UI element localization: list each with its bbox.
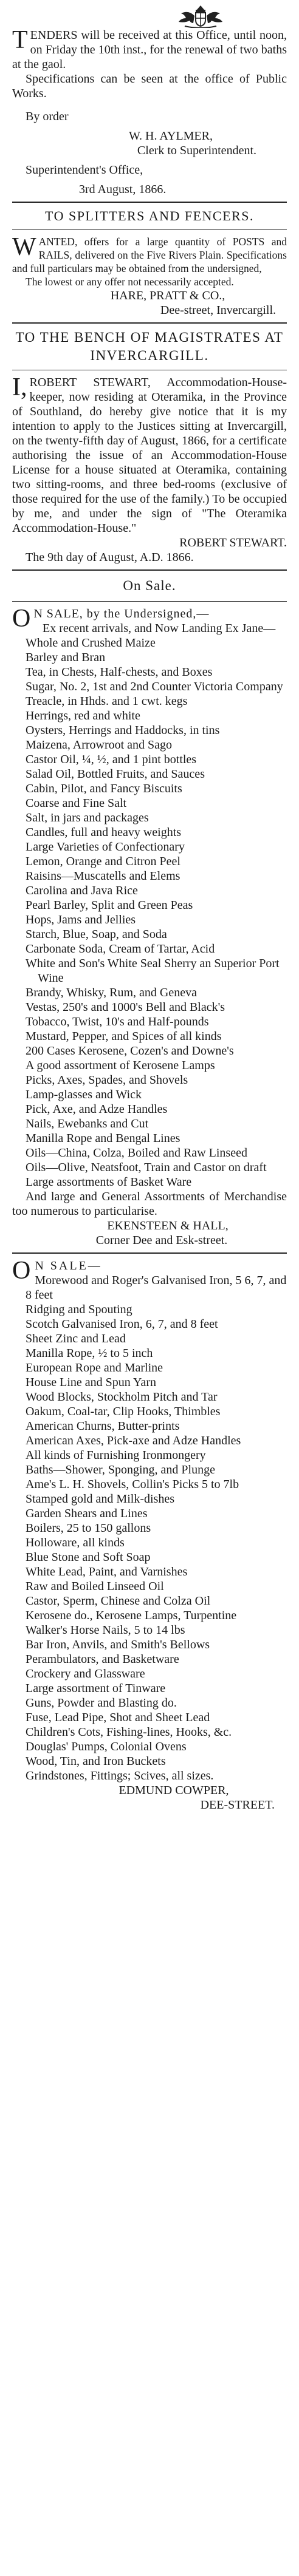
- cowper-item-list: [12, 1273, 287, 1783]
- list-item: Raw and Boiled Linseed Oil: [26, 1580, 164, 1593]
- list-item: Starch, Blue, Soap, and Soda: [26, 928, 167, 941]
- list-item: European Rope and Marline: [26, 1361, 163, 1375]
- list-item: Pick, Axe, and Adze Handles: [26, 1103, 168, 1116]
- list-item: Garden Shears and Lines: [26, 1507, 148, 1520]
- gaol-date: 3rd August, 1866.: [79, 183, 167, 196]
- eckensteen-address: Corner Dee and Esk-street.: [95, 1234, 228, 1247]
- list-item: Wood, Tin, and Iron Buckets: [26, 1755, 166, 1768]
- list-item: Tobacco, Twist, 10's and Half-pounds: [26, 1015, 209, 1028]
- gaol-office: Superintendent's Office,: [26, 163, 143, 177]
- list-item: Douglas' Pumps, Colonial Ovens: [26, 1740, 187, 1753]
- eckensteen-intro: ON SALE, by the Undersigned,—: [12, 605, 210, 633]
- list-item: Maizena, Arrowroot and Sago: [26, 738, 173, 752]
- list-item: Coarse and Fine Salt: [26, 797, 127, 810]
- list-item: Stamped gold and Milk-dishes: [26, 1492, 174, 1506]
- list-item: Walker's Horse Nails, 5 to 14 lbs: [26, 1623, 185, 1637]
- royal-crest-icon: [12, 4, 229, 28]
- list-item: Morewood and Roger's Galvanised Iron, 5 6, 7, and 8 feet: [26, 1274, 287, 1302]
- list-item: Pearl Barley, Split and Green Peas: [26, 899, 193, 912]
- list-item: Blue Stone and Soft Soap: [26, 1551, 151, 1564]
- splitters-firm: HARE, PRATT & CO.,: [110, 289, 225, 302]
- list-item: White and Son's White Seal Sherry an Superior Port Wine: [26, 957, 280, 985]
- divider: [12, 229, 287, 230]
- cowper-address: DEE-STREET.: [200, 1798, 275, 1812]
- cowper-intro: ON SALE—: [12, 1257, 102, 1285]
- splitters-address: Dee-street, Invercargill.: [160, 304, 276, 317]
- list-item: Baths—Shower, Sponging, and Plunge: [26, 1463, 215, 1477]
- list-item: Salt, in jars and packages: [26, 811, 149, 824]
- list-item: Children's Cots, Fishing-lines, Hooks, &c.: [26, 1725, 232, 1739]
- magistrates-signer: ROBERT STEWART.: [179, 536, 287, 549]
- list-item: Perambulators, and Basketware: [26, 1653, 179, 1666]
- magistrates-heading: TO THE BENCH OF MAGISTRATES AT INVERCARGILL.: [15, 330, 284, 363]
- gaol-tender-text: TENDERS will be received at this Office, until noon, on Friday the 10th inst., for the renewal of two baths at the gaol.: [12, 26, 287, 71]
- list-item: Cabin, Pilot, and Fancy Biscuits: [26, 782, 182, 795]
- list-item: Ridging and Spouting: [26, 1303, 132, 1316]
- magistrates-date: The 9th day of August, A.D. 1866.: [26, 551, 194, 564]
- magistrates-body: I,ROBERT STEWART, Accommodation-House-keeper, now residing at Oteramika, in the Province of Southland, do hereby give notice that it is my intention to apply to the Justices sitting at Invercargill, on the twenty-fifth day of August, 1866, for a certificate authorising the issue of an Accommodation-House License for a house situated at Oteramika, containing two sitting-rooms, and three bed-rooms (exclusive of those required for the use of the family.) To be occupied by me, and under the sign of "The Oteramika Accommodation-House.": [12, 373, 287, 535]
- list-item: Sheet Zinc and Lead: [26, 1332, 126, 1345]
- list-item: Castor Oil, ¼, ½, and 1 pint bottles: [26, 753, 197, 766]
- list-item: Barley and Bran: [26, 651, 106, 664]
- list-item: American Axes, Pick-axe and Adze Handles: [26, 1434, 241, 1447]
- list-item: Boilers, 25 to 150 gallons: [26, 1521, 151, 1535]
- list-item: Fuse, Lead Pipe, Shot and Sheet Lead: [26, 1711, 210, 1724]
- list-item: House Line and Spun Yarn: [26, 1376, 156, 1389]
- eckensteen-closing: And large and General Assortments of Merchandise too numerous to particularise.: [12, 1190, 287, 1218]
- list-item: Whole and Crushed Maize: [26, 636, 156, 650]
- divider: [12, 322, 287, 324]
- coat-of-arms-icon: [173, 4, 229, 28]
- list-item: Guns, Powder and Blasting do.: [26, 1696, 177, 1710]
- list-item: Oils—Olive, Neatsfoot, Train and Castor on draft: [26, 1161, 267, 1174]
- list-item: Sugar, No. 2, 1st and 2nd Counter Victoria Company: [26, 680, 283, 693]
- list-item: Bar Iron, Anvils, and Smith's Bellows: [26, 1638, 210, 1651]
- list-item: Tea, in Chests, Half-chests, and Boxes: [26, 665, 213, 679]
- gaol-signer: W. H. AYLMER,: [129, 129, 213, 143]
- list-item: Oakum, Coal-tar, Clip Hooks, Thimbles: [26, 1405, 221, 1418]
- list-item: 200 Cases Kerosene, Cozen's and Downe's: [26, 1044, 234, 1058]
- on-sale-heading: On Sale.: [123, 578, 176, 593]
- splitters-body: WANTED, offers for a large quantity of POSTS and RAILS, delivered on the Five Rivers Plain. Specifications and full particulars may be obtained from the undersigned,: [12, 233, 287, 274]
- list-item: Nails, Ewebanks and Cut: [26, 1117, 149, 1130]
- list-item: A good assortment of Kerosene Lamps: [26, 1059, 215, 1072]
- list-item: Vestas, 250's and 1000's Bell and Black's: [26, 1001, 225, 1014]
- list-item: Large assortments of Basket Ware: [26, 1175, 192, 1189]
- list-item: Ame's L. H. Shovels, Collin's Picks 5 to 7lb: [26, 1478, 239, 1491]
- list-item: Wood Blocks, Stockholm Pitch and Tar: [26, 1390, 218, 1404]
- list-item: Brandy, Whisky, Rum, and Geneva: [26, 986, 197, 999]
- list-item: Large assortment of Tinware: [26, 1682, 166, 1695]
- list-item: Lemon, Orange and Citron Peel: [26, 855, 180, 868]
- list-item: Lamp-glasses and Wick: [26, 1088, 142, 1101]
- eckensteen-item-list: [12, 636, 287, 1189]
- divider: [12, 569, 287, 571]
- list-item: Carolina and Java Rice: [26, 884, 138, 897]
- list-item: Manilla Rope, ½ to 5 inch: [26, 1347, 153, 1360]
- cowper-signer: EDMUND COWPER,: [119, 1784, 229, 1797]
- list-item: Crockery and Glassware: [26, 1667, 145, 1681]
- list-item: American Churns, Butter-prints: [26, 1419, 180, 1433]
- divider: [12, 202, 287, 203]
- list-item: Herrings, red and white: [26, 709, 140, 722]
- list-item: Picks, Axes, Spades, and Shovels: [26, 1073, 188, 1087]
- gaol-signer-title: Clerk to Superintendent.: [137, 144, 256, 157]
- list-item: Kerosene do., Kerosene Lamps, Turpentine: [26, 1609, 237, 1622]
- splitters-lowest: The lowest or any offer not necessarily accepted.: [26, 276, 234, 288]
- by-order: By order: [26, 110, 69, 123]
- divider: [12, 1252, 287, 1254]
- list-item: Manilla Rope and Bengal Lines: [26, 1132, 180, 1145]
- list-item: Raisins—Muscatells and Elems: [26, 869, 180, 883]
- gaol-spec-text: Specifications can be seen at the office of Public Works.: [12, 72, 287, 100]
- list-item: Large Varieties of Confectionary: [26, 840, 185, 854]
- list-item: White Lead, Paint, and Varnishes: [26, 1565, 188, 1579]
- list-item: Grindstones, Fittings; Scives, all sizes.: [26, 1769, 214, 1782]
- list-item: Treacle, in Hhds. and 1 cwt. kegs: [26, 695, 188, 708]
- list-item: Scotch Galvanised Iron, 6, 7, and 8 feet: [26, 1317, 218, 1331]
- list-item: Candles, full and heavy weights: [26, 826, 182, 839]
- list-item: Salad Oil, Bottled Fruits, and Sauces: [26, 767, 205, 781]
- divider: [12, 601, 287, 602]
- list-item: All kinds of Furnishing Ironmongery: [26, 1449, 206, 1462]
- list-item: Mustard, Pepper, and Spices of all kinds: [26, 1030, 222, 1043]
- list-item: Hops, Jams and Jellies: [26, 913, 136, 926]
- list-item: Holloware, all kinds: [26, 1536, 125, 1549]
- list-item: Oils—China, Colza, Boiled and Raw Linseed: [26, 1146, 247, 1160]
- list-item: Carbonate Soda, Cream of Tartar, Acid: [26, 942, 215, 956]
- splitters-heading: TO SPLITTERS AND FENCERS.: [45, 208, 254, 223]
- eckensteen-firm: EKENSTEEN & HALL,: [107, 1219, 229, 1232]
- list-item: Castor, Sperm, Chinese and Colza Oil: [26, 1594, 211, 1608]
- list-item: Oysters, Herrings and Haddocks, in tins: [26, 724, 220, 737]
- eckensteen-arrivals: Ex recent arrivals, and Now Landing Ex Jane—: [43, 622, 276, 635]
